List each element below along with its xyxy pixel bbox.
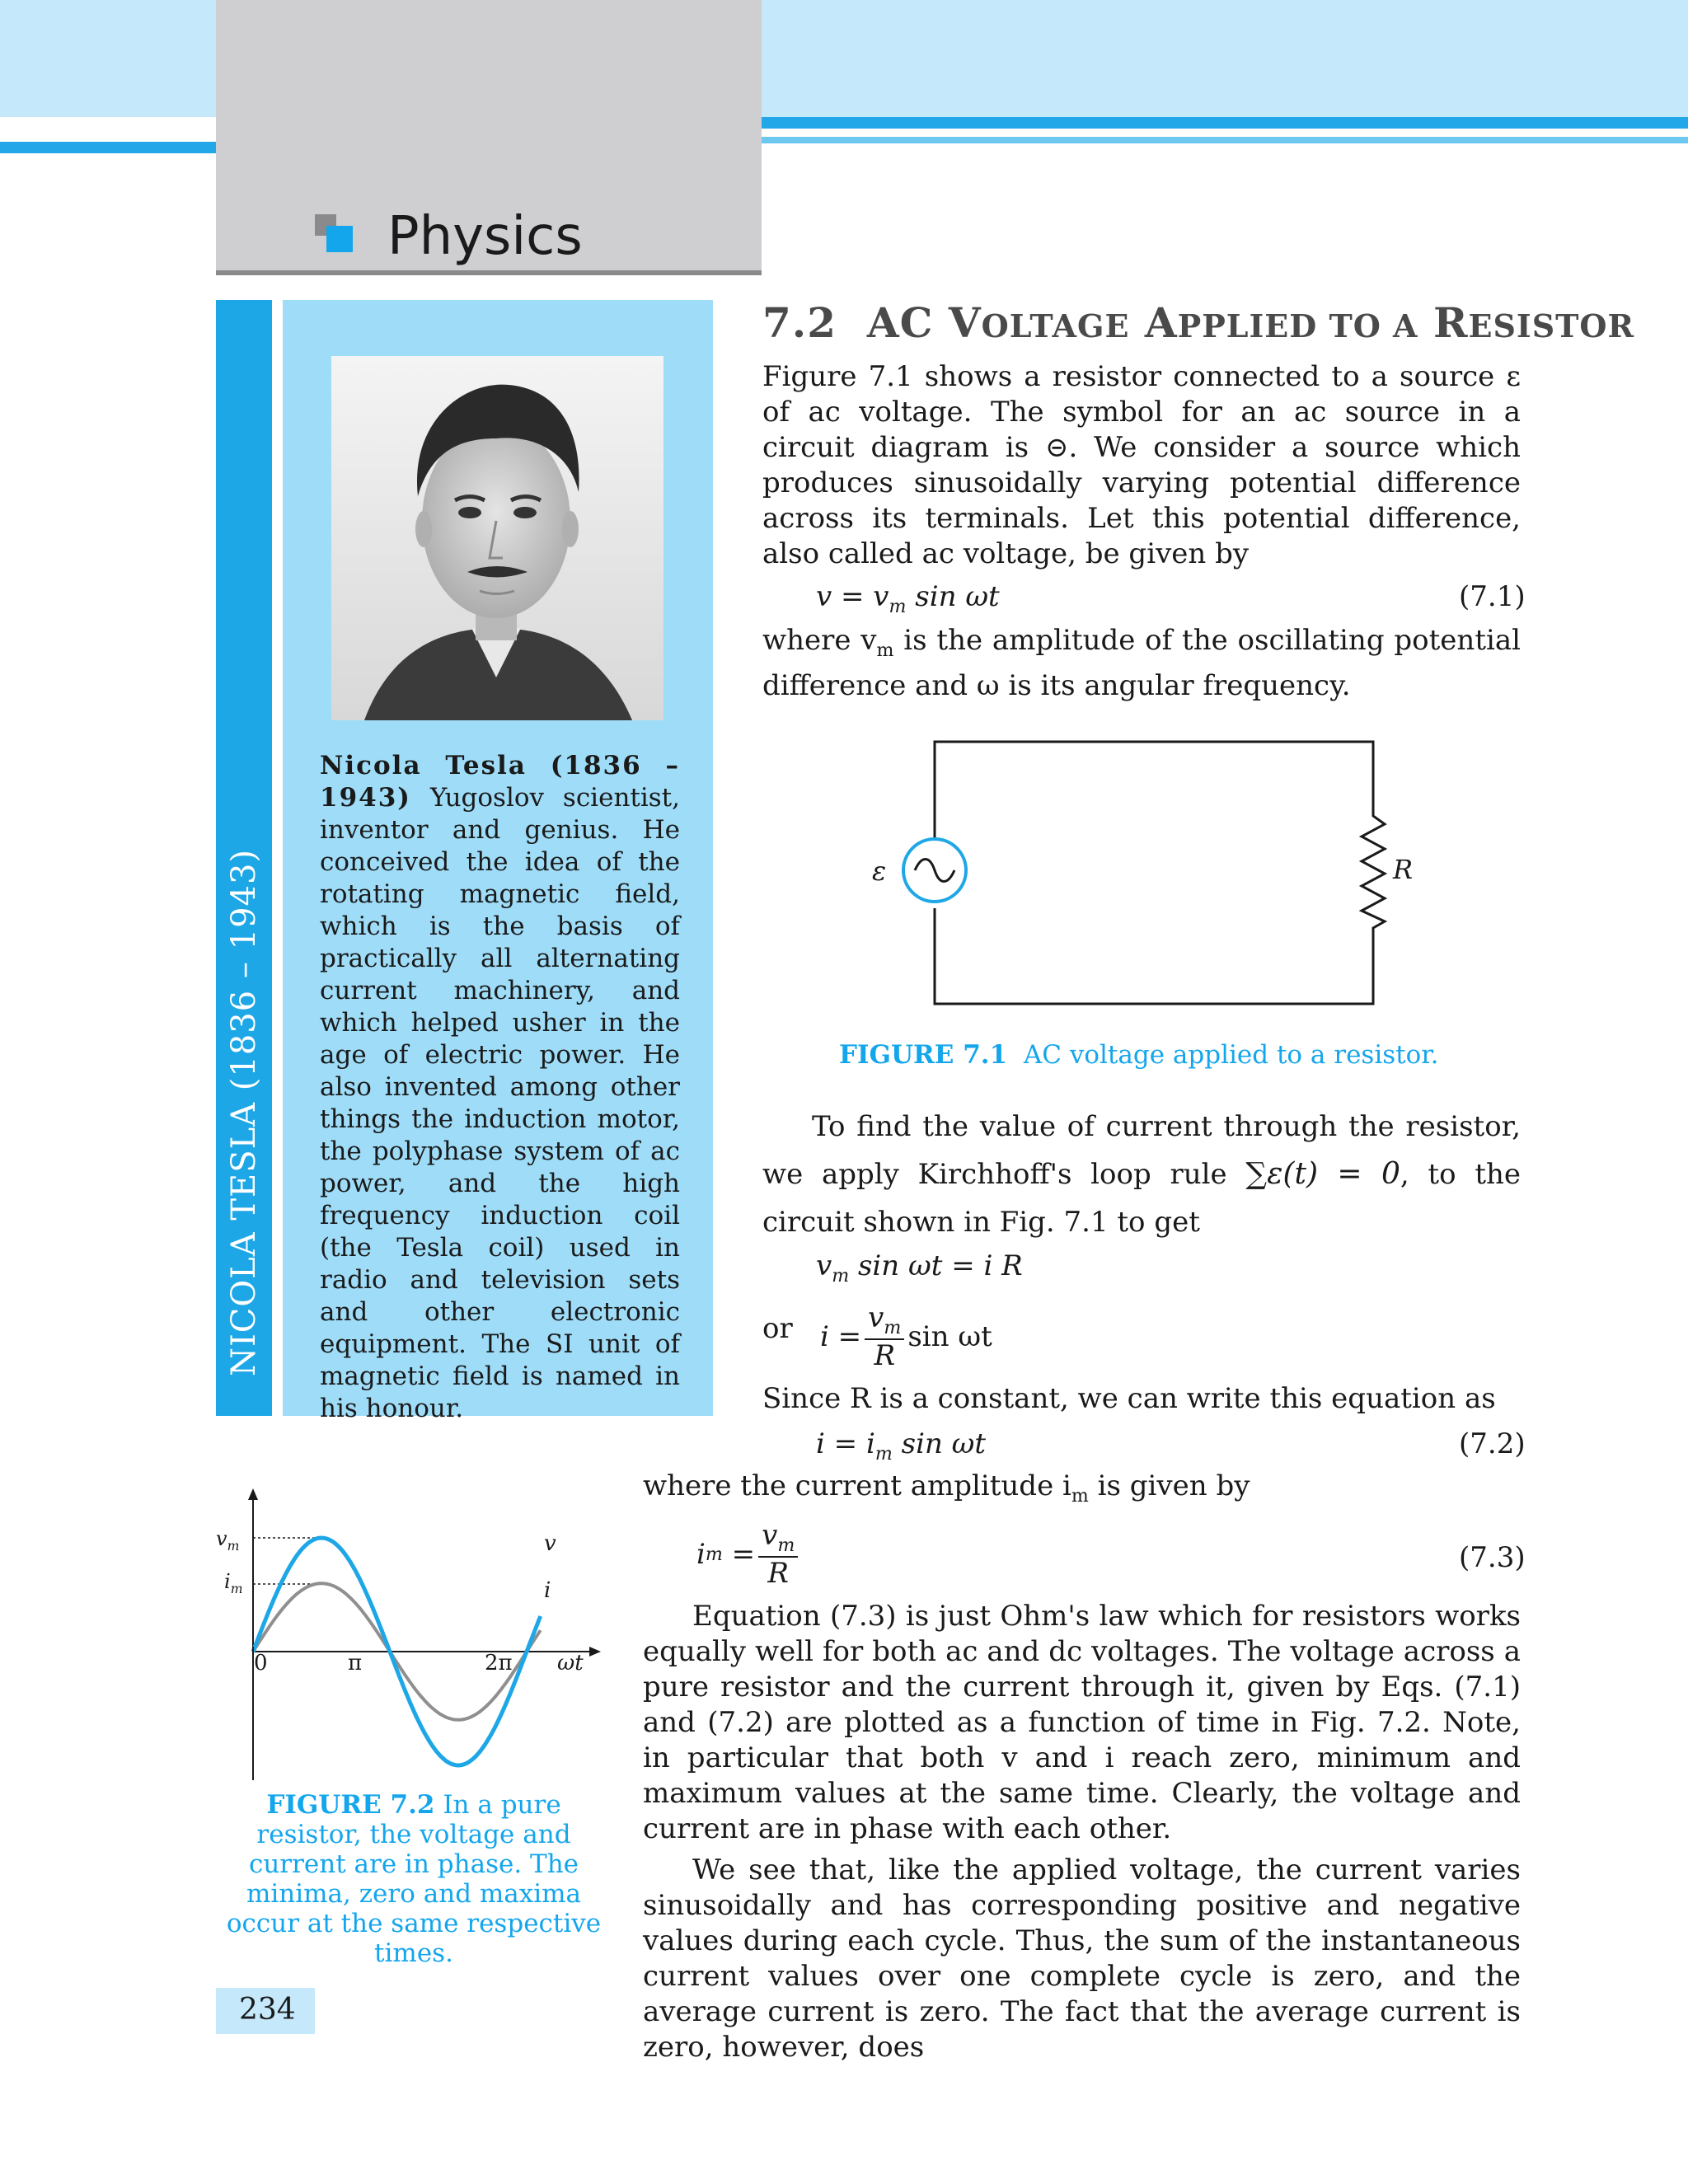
label-pi: π — [348, 1651, 363, 1675]
paragraph-intro: Figure 7.1 shows a resistor connected to a source ε of ac voltage. The symbol for an ac source in a circuit diagram is ⊝. We consider a source which produces sinusoidally varying potential difference across its terminals. Let this potential difference, also called ac voltage, be given by — [762, 360, 1521, 570]
page-number: 234 — [239, 1993, 296, 2027]
paragraph-kirchhoff: To find the value of current through the resistor, we apply Kirchhoff's loop rule ∑ε(t) = 0, to the circuit shown in Fig. 7.1 to get — [762, 1110, 1521, 1239]
equation-number-7-3: (7.3) — [1459, 1541, 1526, 1574]
equation-number-7-2: (7.2) — [1459, 1427, 1526, 1460]
y-axis-arrow-icon — [248, 1488, 258, 1500]
paragraph-amplitude: where $v_m$ is the amplitude of the oscillating potential difference and ω is its angular frequency. — [762, 624, 1521, 702]
equation-7-1: $v = v_m$ sin ωt — [816, 580, 1000, 617]
label-2pi: 2π — [485, 1651, 513, 1675]
circuit-diagram — [857, 733, 1418, 1014]
sidebar-vertical-label: NICOLA TESLA (1836 – 1943) — [225, 848, 263, 1377]
equation-7-2: $i = i_m$ sin ωt — [816, 1427, 987, 1465]
equation-number-7-1: (7.1) — [1459, 580, 1526, 613]
paragraph-current-amplitude: where the current amplitude $i_m$ is given by — [643, 1469, 1250, 1507]
portrait-image — [331, 356, 663, 720]
header-rule-left — [0, 142, 216, 153]
label-zero: 0 — [254, 1651, 268, 1675]
paragraph-constant: Since R is a constant, we can write this equation as — [762, 1382, 1496, 1415]
header-rule-right — [762, 117, 1688, 129]
bio-name: Nicola Tesla (1836 – 1943) — [320, 751, 680, 813]
sidebar-bio — [320, 750, 680, 1425]
paragraph-ohms-law: Equation (7.3) is just Ohm's law which for resistors works equally well for both ac and dc voltages. The voltage across a pure resistor and the current through it, given by Eqs. (7.1) and (7.2) are plotted as a function of time in Fig. 7.2. Note, in particular that both v and i reach zero, minimum and maximum values at the same time. Clearly, the voltage and current are in phase with each other. — [643, 1600, 1521, 1845]
or-label: or — [762, 1312, 793, 1345]
resistor-label: R — [1393, 854, 1414, 885]
equation-current: i = $\frac{v_m}{R}$ sin ωt — [820, 1301, 992, 1372]
source-label: ε — [872, 855, 887, 887]
section-title: 7.2 AC VOLTAGE APPLIED TO A RESISTOR — [762, 298, 1635, 347]
bio-text: Yugoslov scientist, inventor and genius. He conceived the idea of the rotating magnetic field, which is the basis of practically all alternating current machinery, and which helped usher in the age of electric power. He also invented among other things the induction motor, the polyphase system of ac power, and the high frequency induction coil (the Tesla coil) used in radio and television sets and other electronic equipment. The SI unit of magnetic field is named in his honour. — [320, 783, 680, 1423]
label-v: v — [544, 1531, 556, 1556]
x-axis-arrow-icon — [589, 1647, 601, 1657]
equation-7-3: i m = $\frac{v_m}{R}$ — [696, 1521, 801, 1587]
label-im: $i_m$ — [224, 1570, 243, 1596]
section-number: 7.2 — [762, 298, 837, 347]
waveform-chart — [210, 1483, 614, 1797]
label-vm: $v_m$ — [216, 1527, 240, 1554]
figure-7-1-caption: FIGURE 7.1 AC voltage applied to a resistor. — [839, 1040, 1439, 1070]
square-logo-icon-blue — [326, 226, 353, 252]
subject-title: Physics — [387, 206, 583, 267]
figure-7-2-caption: FIGURE 7.2 In a pure resistor, the voltage and current are in phase. The minima, zero and maxima occur at the same respective times. — [226, 1790, 602, 1968]
equation-loop: $v_m$ sin ωt = i R — [816, 1249, 1023, 1286]
label-omega-t: ωt — [557, 1651, 584, 1675]
paragraph-average-current: We see that, like the applied voltage, the current varies sinusoidally and has corresponding positive and negative values during each cycle. Thus, the sum of the instantaneous current values over one complete cycle is zero, and the average current is zero. The fact that the average current is zero, however, does — [643, 1854, 1521, 2064]
header-subject-underline — [216, 270, 762, 275]
label-i: i — [544, 1578, 551, 1603]
header-rule-right-thin — [762, 137, 1688, 143]
